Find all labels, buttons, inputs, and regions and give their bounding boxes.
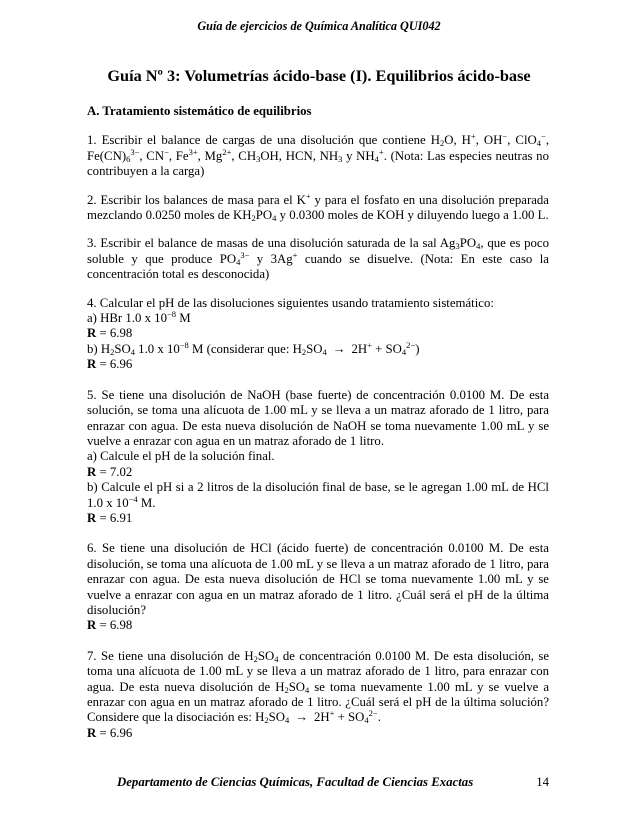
exercise-5a-result: R = 7.02: [87, 464, 133, 479]
document-title: Guía Nº 3: Volumetrías ácido-base (I). Equilibrios ácido-base: [107, 66, 531, 85]
exercise-1: 1. Escribir el balance de cargas de una disolución que contiene $H_2O$, H+, OH−, ClO$_4$−, $Fe(CN)_6^{3-}$, CN−, $Fe^{3+}$, $Mg^{2+}$, $CH_3OH$, HCN, $NH_3$ y $NH_4^+$. (Nota: Las especies neutras no contribuyen a la carga): [87, 131, 550, 179]
exercise-4b: b) $H_2SO_4$ 1.0 x $10^{-8}$ M (considerar que: $H_2SO_4 \to 2H^+ + SO_4^{2-}$): [87, 339, 420, 357]
exercise-5b: b) Calcule el pH si a 2 litros de la disolución final de base, se le agregan 1.00 mL de HCl 1.0 x $10^{-4}$ M.: [87, 480, 549, 510]
exercise-6: 6. Se tiene una disolución de HCl (ácido fuerte) de concentración 0.0100 M. De esta disolución, se toma una alícuota de 1.00 mL y se lleva a un matraz aforado de 1 litro, para enrazar con agua. De esta nueva disolución de HCl se toma nuevamente 1.00 mL y se vuelve a enrazar con agua en un matraz aforado de 1 litro. ¿Cuál será el pH de la última disolución?: [87, 541, 549, 617]
exercise-4-intro: 4. Calcular el pH de las disoluciones siguientes usando tratamiento sistemático:: [87, 295, 494, 310]
exercise-7-result: R = 6.96: [87, 725, 133, 740]
exercise-4b-result: R = 6.96: [87, 357, 133, 372]
running-header: Guía de ejercicios de Química Analítica QUI042: [197, 19, 441, 33]
exercise-4a: a) HBr 1.0 x $10^{-8}$ M: [87, 309, 191, 326]
section-heading: A. Tratamiento sistemático de equilibrios: [87, 104, 312, 118]
exercise-2: 2. Escribir los balances de masa para el K+ y para el fosfato en una disolución preparada mezclando 0.0250 moles de $KH_2PO_4$ y 0.0300 moles de KOH y diluyendo luego a 1.00 L.: [87, 190, 549, 224]
reaction-arrow-icon: →: [295, 710, 308, 725]
exercise-6-result: R = 6.98: [87, 618, 133, 633]
document-body: [87, 104, 549, 741]
exercise-5: 5. Se tiene una disolución de NaOH (base fuerte) de concentración 0.0100 M. De esta solución, se toma una alícuota de 1.00 mL y se lleva a un matraz aforado de 1 litro, para enrazar con agua. De esta nueva disolución de NaOH se toma nuevamente 1.00 mL y se vuelve a enrazar con agua en un matraz aforado de 1 litro.: [87, 387, 549, 448]
exercise-4a-result: R = 6.98: [87, 326, 133, 341]
exercise-7: 7. Se tiene una disolución de $H_2SO_4$ de concentración 0.0100 M. De esta disolución, se toma una alícuota de 1.00 mL y se lleva a un matraz aforado de 1 litro, para enrazar con agua. De esta nueva disolución de $H_2SO_4$ se toma nuevamente 1.00 mL y se vuelve a enrazar con agua en un matraz aforado de 1 litro. ¿Cuál será el pH de la última solución? Considere que la disociación es: $H_2SO_4 \to 2H^+ + SO_4^{2-}$.: [87, 648, 550, 726]
footer-department: Departamento de Ciencias Químicas, Facultad de Ciencias Exactas: [117, 775, 474, 789]
reaction-arrow-icon: →: [332, 341, 346, 356]
page-number: 14: [536, 775, 549, 789]
exercise-3: 3. Escribir el balance de masas de una disolución saturada de la sal $Ag_3PO_4$, que es poco soluble y que produce $PO_4^{3-}$ y 3Ag+ cuando se disuelve. (Nota: En este caso la concentración total es desconocida): [87, 236, 549, 282]
exercise-5b-result: R = 6.91: [87, 510, 133, 525]
exercise-5a: a) Calcule el pH de la solución final.: [87, 449, 275, 464]
